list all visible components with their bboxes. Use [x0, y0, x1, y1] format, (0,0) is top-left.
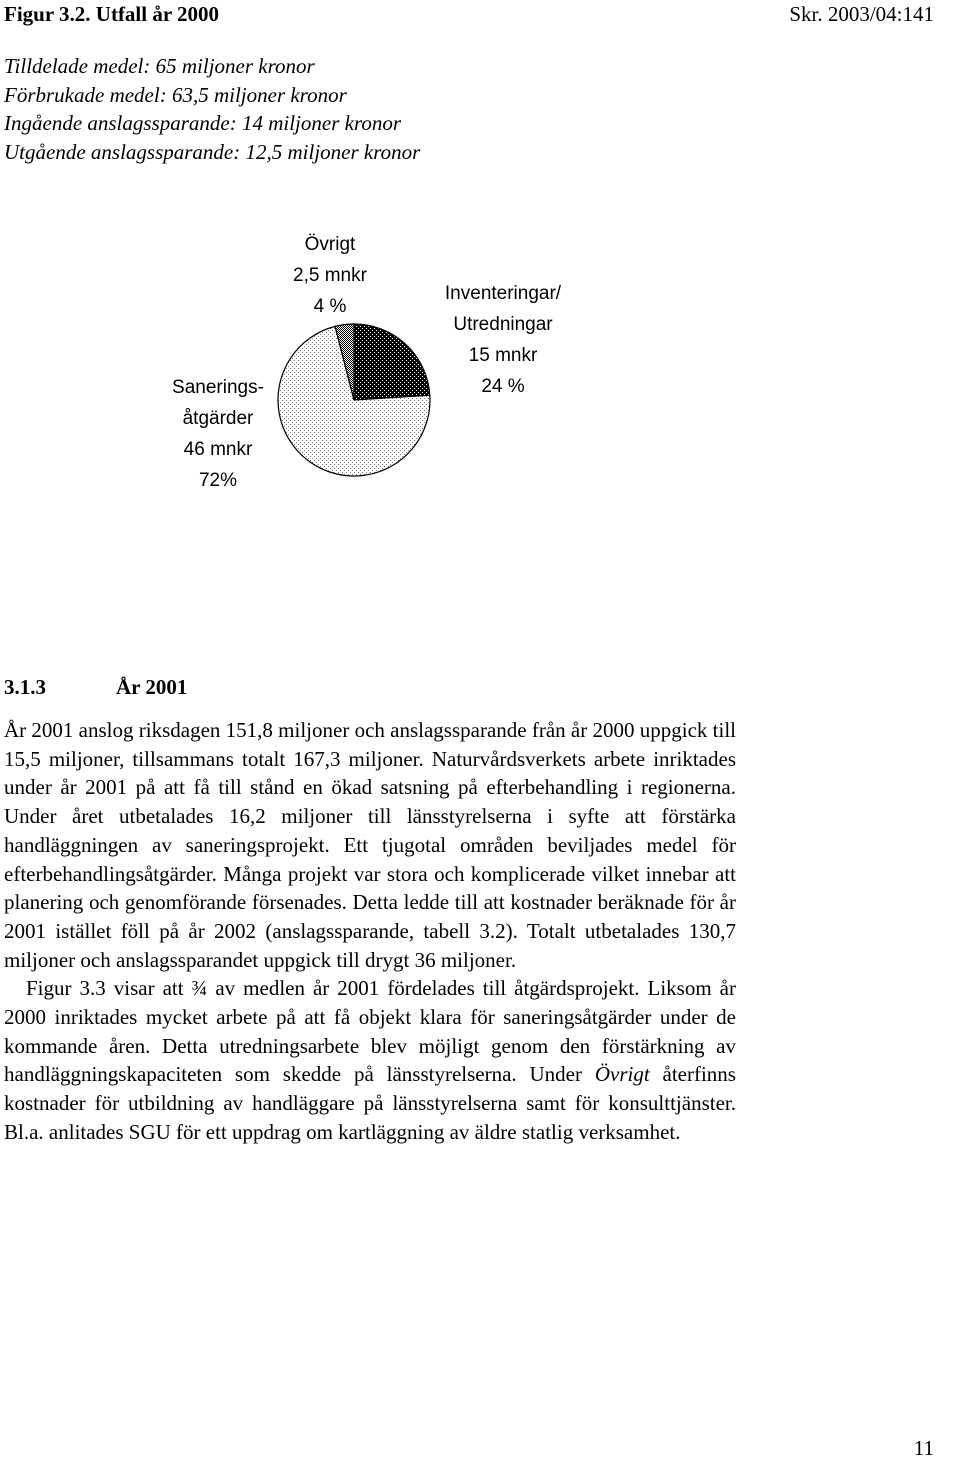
page-number: 11	[913, 1436, 934, 1460]
pie-label-ovrigt	[280, 229, 380, 322]
figure-summary	[4, 52, 420, 166]
pie-label-ovrigt-percent: 4 %	[313, 296, 347, 317]
pie-label-saneringar-name-2: åtgärder	[182, 408, 254, 429]
pie-label-saneringar-name-1: Sanerings-	[172, 377, 264, 398]
paragraph-2-text-end: återfinns kostnader för utbildning av handläggare på länsstyrelserna samt för konsulttjänster. Bl.a. anlitades SGU för ett uppdrag om kartläggning av äldre statlig verksamhet.	[4, 1062, 736, 1144]
pie-label-inventeringar-amount: 15 mnkr	[468, 345, 538, 366]
summary-line-closing-savings: Utgående anslagssparande: 12,5 miljoner kronor	[4, 139, 421, 164]
figure-title: Figur 3.2. Utfall år 2000	[4, 2, 220, 26]
pie-label-saneringar	[148, 372, 288, 496]
pie-label-ovrigt-amount: 2,5 mnkr	[293, 265, 367, 286]
pie-label-ovrigt-name: Övrigt	[304, 234, 356, 255]
pie-label-inventeringar-percent: 24 %	[481, 376, 525, 397]
paragraph-1	[4, 716, 736, 974]
body-text	[4, 716, 736, 1147]
pie-label-saneringar-percent: 72%	[198, 470, 238, 491]
pie-chart	[276, 322, 432, 478]
pie-label-inventeringar-name-1: Inventeringar/	[444, 283, 562, 304]
section-number: 3.1.3	[4, 675, 46, 699]
pie-slice-1	[354, 324, 430, 400]
summary-line-allocated: Tilldelade medel: 65 miljoner kronor	[4, 54, 315, 78]
paragraph-2-italic-term: Övrigt	[594, 1062, 650, 1087]
section-heading	[4, 675, 187, 700]
document-reference: Skr. 2003/04:141	[789, 2, 934, 26]
pie-label-inventeringar-name-2: Utredningar	[453, 314, 553, 335]
pie-chart-svg	[276, 322, 432, 478]
pie-label-saneringar-amount: 46 mnkr	[183, 439, 253, 460]
summary-line-spent: Förbrukade medel: 63,5 miljoner kronor	[4, 82, 347, 107]
paragraph-2	[4, 974, 736, 1146]
pie-label-inventeringar	[418, 278, 588, 402]
paragraph-2-text-start: Figur 3.3 visar att ¾ av medlen år 2001 fördelades till åtgärdsprojekt. Liksom år 2000 inriktades mycket arbete på att få objekt klara för saneringsåtgärder under de kommande åren. Detta utredningsarbete blev möjligt genom den förstärkning av handläggningskapaciteten som skedde på länsstyrelserna. Under	[4, 976, 736, 1087]
paragraph-1-text: År 2001 anslog riksdagen 151,8 miljoner och anslagssparande från år 2000 uppgick till 15,5 miljoner, tillsammans totalt 167,3 miljoner. Naturvårdsverkets arbete inriktades under år 2001 på att få till stånd en ökad satsning på efterbehandling i regionerna. Under året utbetalades 16,2 miljoner till länsstyrelserna i syfte att förstärka handläggningen av saneringsprojekt. Ett tjugotal områden beviljades medel för efterbehandlingsåtgärder. Många projekt var stora och komplicerade vilket innebar att planering och genomförande försenades. Detta ledde till att kostnader beräknade för år 2001 istället föll på år 2002 (anslagssparande, tabell 3.2). Totalt utbetalades 130,7 miljoner och anslagssparandet uppgick till drygt 36 miljoner.	[4, 718, 736, 972]
summary-line-opening-savings: Ingående anslagssparande: 14 miljoner kronor	[4, 111, 402, 135]
section-title: År 2001	[116, 675, 188, 699]
